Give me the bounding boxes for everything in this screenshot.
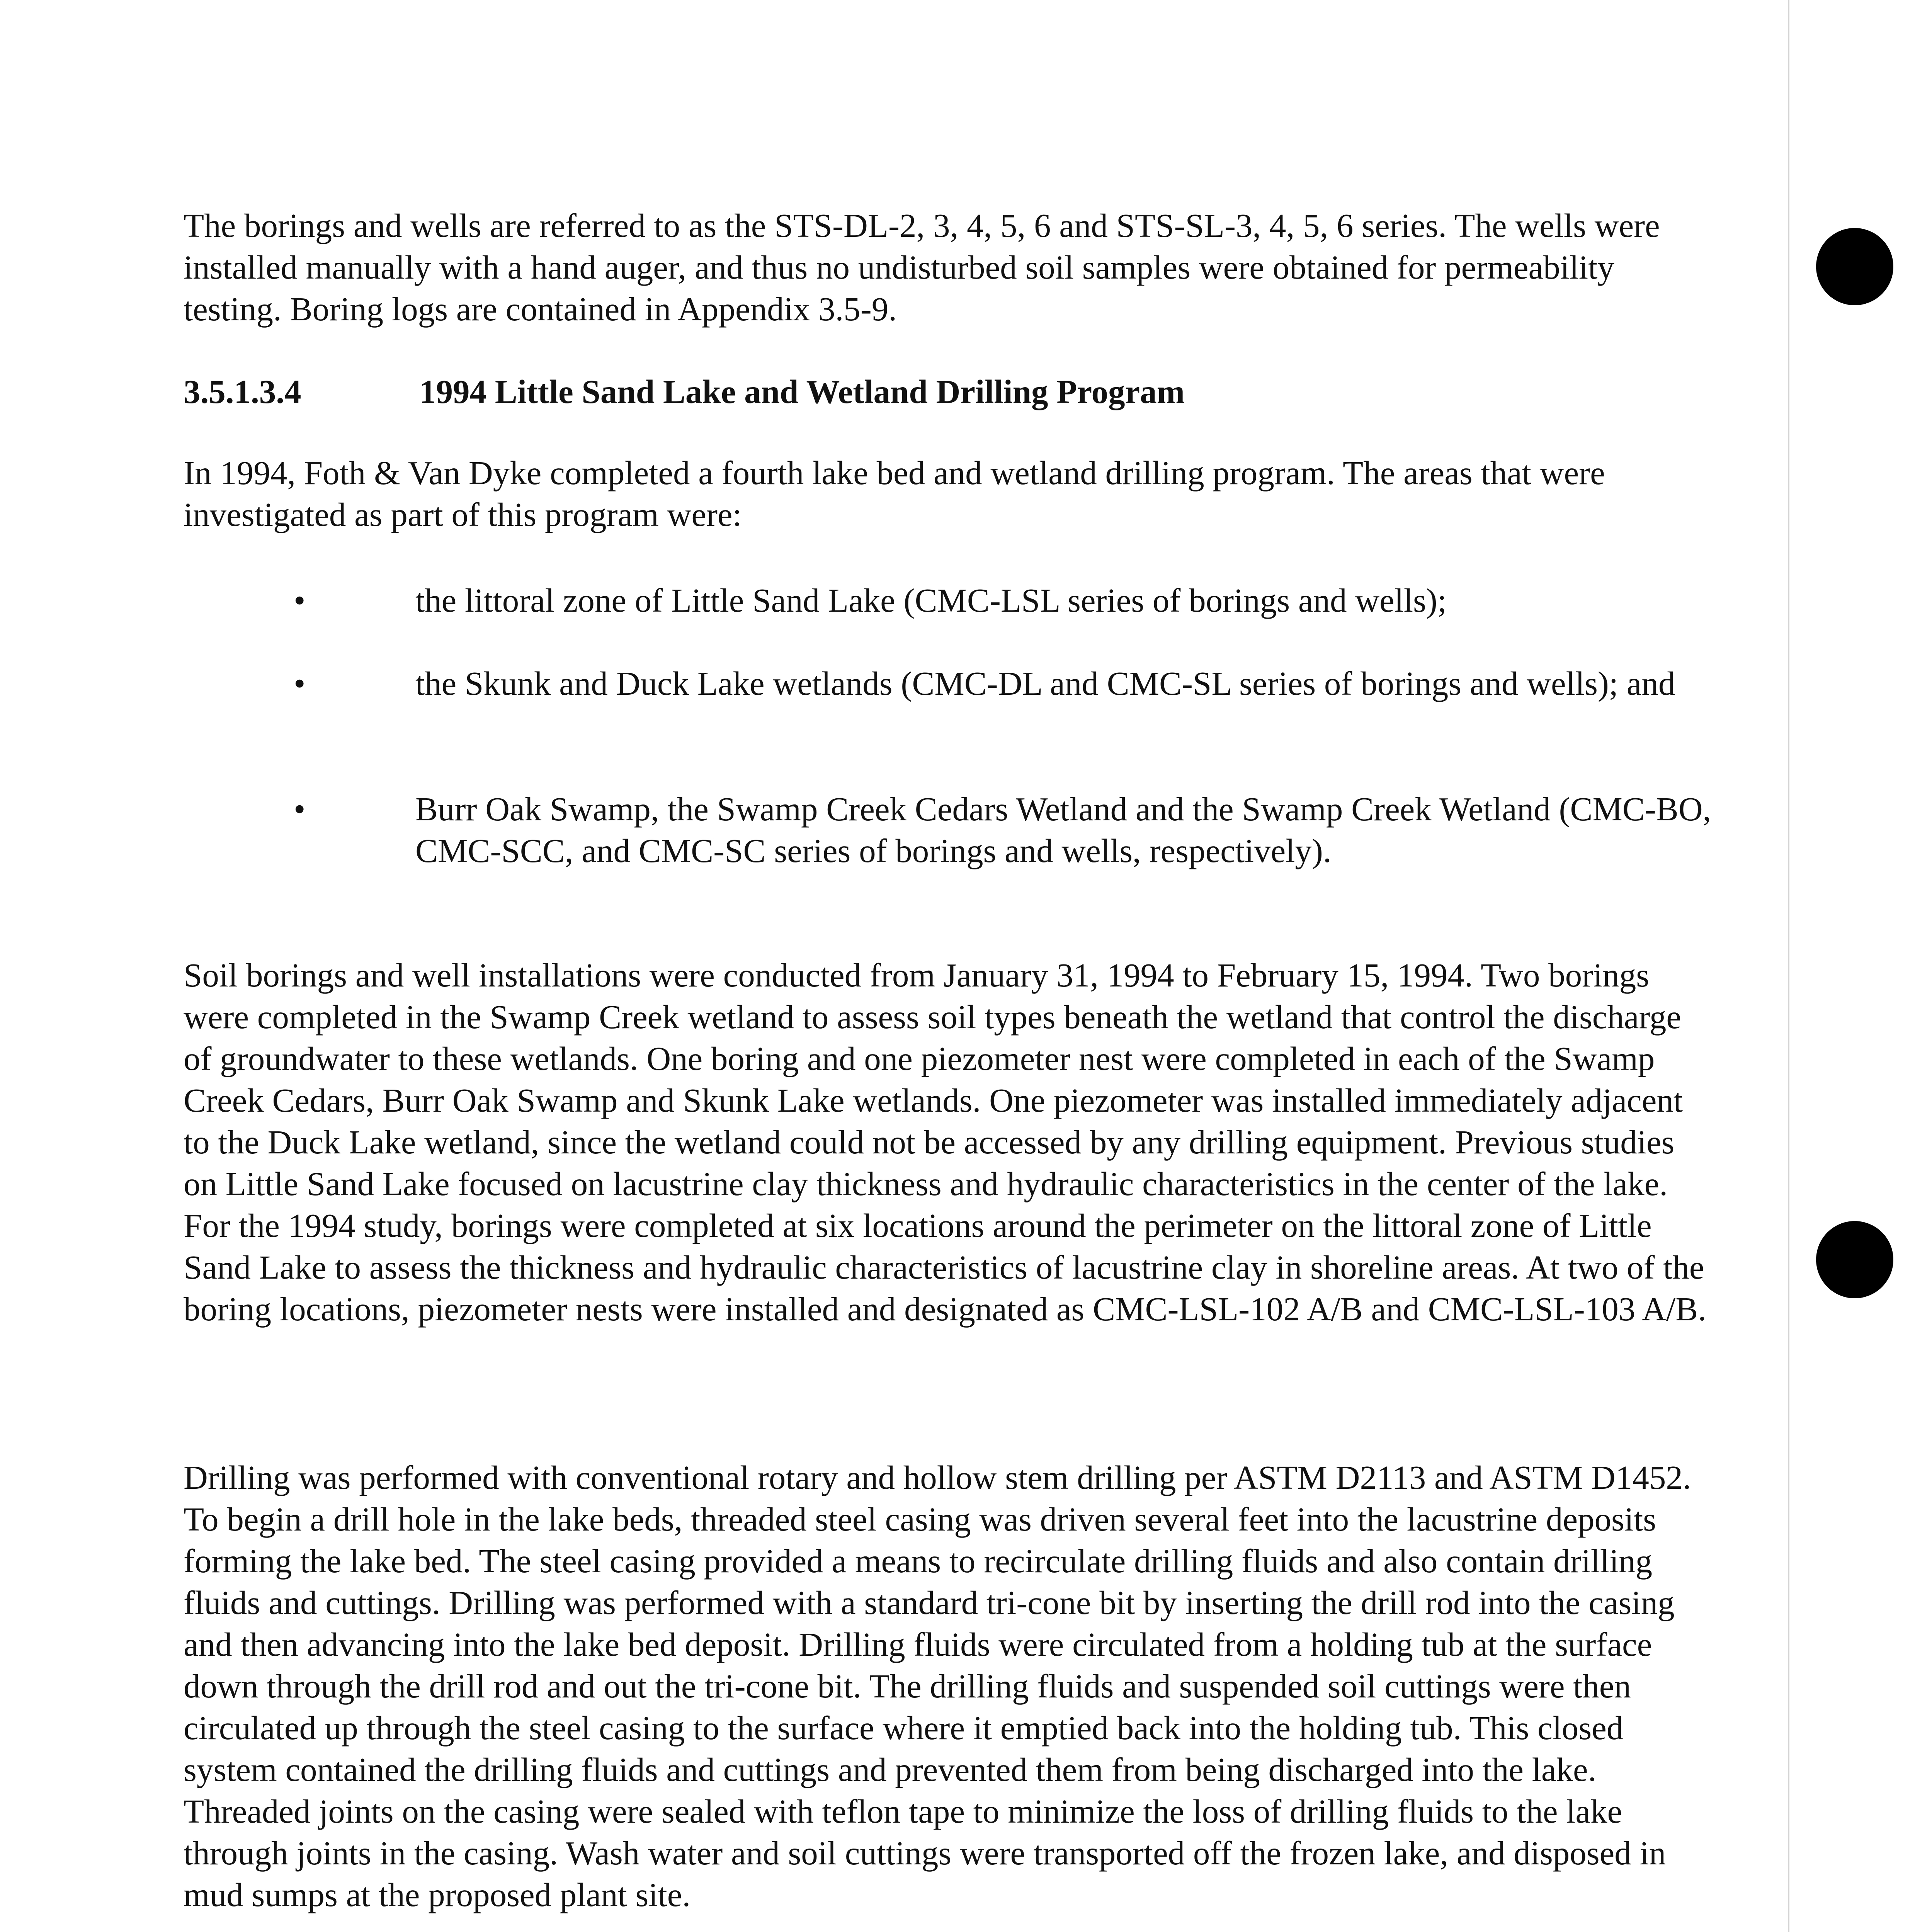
punch-hole-top: [1816, 228, 1893, 305]
bullet-text: Burr Oak Swamp, the Swamp Creek Cedars Wetland and the Swamp Creek Wetland (CMC-BO, CMC-SCC, and CMC-SC series of borings and wells, respectively).: [415, 790, 1711, 869]
bullet-text: the Skunk and Duck Lake wetlands (CMC-DL and CMC-SL series of borings and wells); and: [415, 665, 1675, 702]
intro-paragraph: The borings and wells are referred to as the STS-DL-2, 3, 4, 5, 6 and STS-SL-3, 4, 5, 6 series. The wells were installed manually with a hand auger, and thus no undisturbed soil samples were obtained for permeability testing. Boring logs are contained in Appendix 3.5-9.: [184, 207, 1660, 328]
lead-paragraph: In 1994, Foth & Van Dyke completed a fourth lake bed and wetland drilling program. The areas that were investigated as part of this program were:: [184, 454, 1605, 533]
borings-paragraph: Soil borings and well installations were conducted from January 31, 1994 to February 15, 1994. Two borings were completed in the Swamp Creek wetland to assess soil types beneath the wetland that control the discharge of groundwater to these wetlands. One boring and one piezometer nest were completed in each of the Swamp Creek Cedars, Burr Oak Swamp and Skunk Lake wetlands. One piezometer was installed immediately adjacent to the Duck Lake wetland, since the wetland could not be accessed by any drilling equipment. Previous studies on Little Sand Lake focused on lacustrine clay thickness and hydraulic characteristics in the center of the lake. For the 1994 study, borings were completed at six locations around the perimeter on the littoral zone of Little Sand Lake to assess the thickness and hydraulic characteristics of lacustrine clay in shoreline areas. At two of the boring locations, piezometer nests were installed and designated as CMC-LSL-102 A/B and CMC-LSL-103 A/B.: [184, 956, 1706, 1328]
bullet-marker: •: [294, 790, 306, 828]
section-heading: [184, 371, 1710, 413]
section-title: 1994 Little Sand Lake and Wetland Drilling Program: [419, 373, 1185, 410]
scan-edge-line: [1788, 0, 1789, 1932]
drilling-paragraph: Drilling was performed with conventional rotary and hollow stem drilling per ASTM D2113 and ASTM D1452. To begin a drill hole in the lake beds, threaded steel casing was driven several feet into the lacustrine deposits forming the lake bed. The steel casing provided a means to recirculate drilling fluids and also contain drilling fluids and cuttings. Drilling was performed with a standard tri-cone bit by inserting the drill rod into the casing and then advancing into the lake bed deposit. Drilling fluids were circulated from a holding tub at the surface down through the drill rod and out the tri-cone bit. The drilling fluids and suspended soil cuttings were then circulated up through the steel casing to the surface where it emptied back into the holding tub. This closed system contained the drilling fluids and cuttings and prevented them from being discharged into the lake. Threaded joints on the casing were sealed with teflon tape to minimize the loss of drilling fluids to the lake through joints in the casing. Wash water and soil cuttings were transported off the frozen lake, and disposed in mud sumps at the proposed plant site.: [184, 1459, 1691, 1913]
punch-hole-middle: [1816, 1221, 1893, 1298]
bullet-marker: •: [294, 582, 306, 619]
bullet-marker: •: [294, 665, 306, 702]
section-number: 3.5.1.3.4: [184, 373, 301, 410]
bullet-text: the littoral zone of Little Sand Lake (CMC-LSL series of borings and wells);: [415, 582, 1447, 619]
